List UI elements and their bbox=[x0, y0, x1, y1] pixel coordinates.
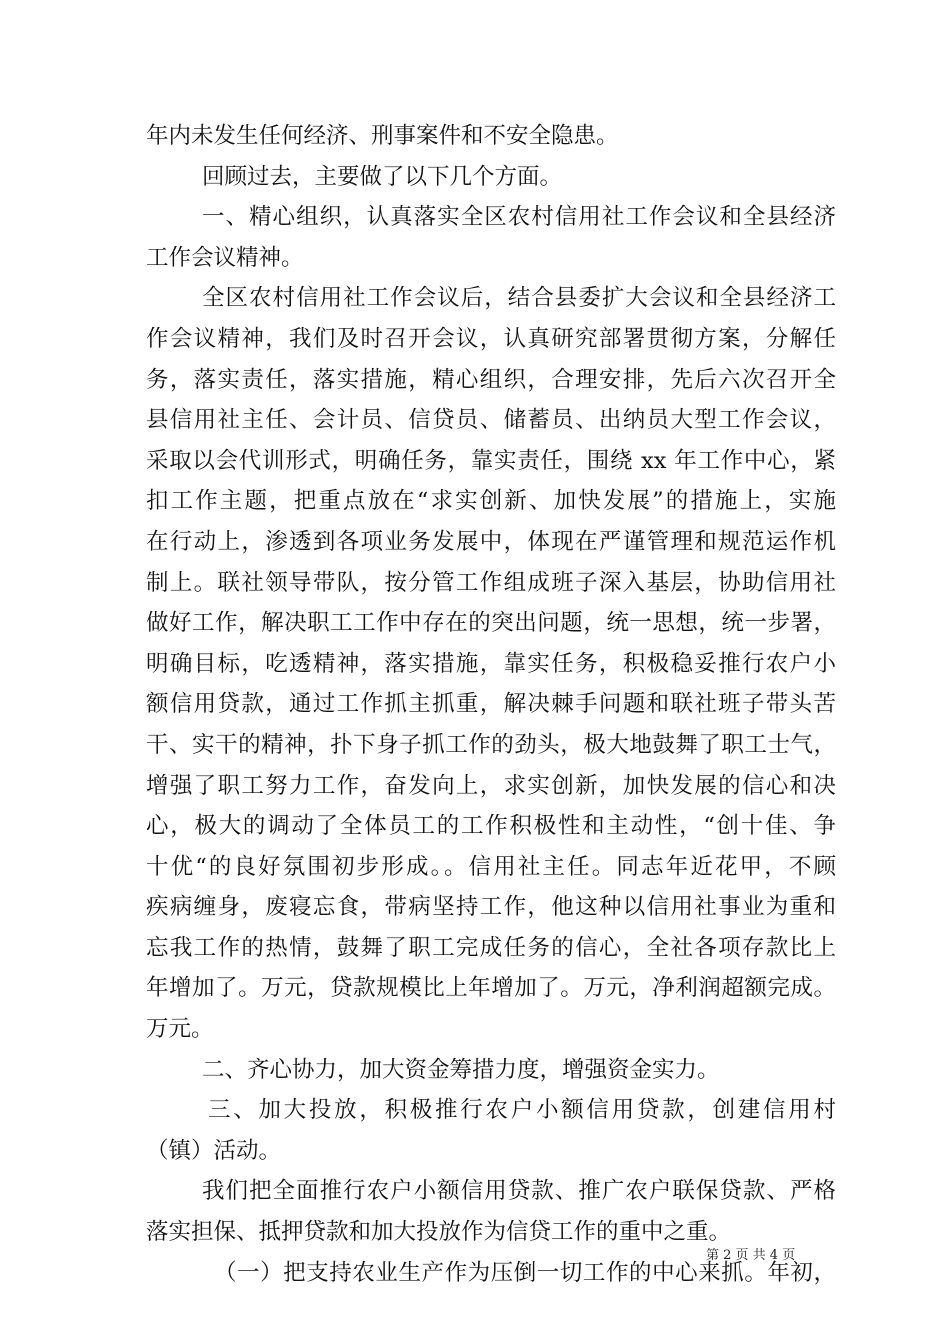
text-line: 年内未发生任何经济、刑事案件和不安全隐患。 bbox=[146, 123, 619, 149]
text-line: 明确目标，吃透精神，落实措施，靠实任务，积极稳妥推行农户小 bbox=[146, 650, 836, 677]
text-line: 忘我工作的热情，鼓舞了职工完成任务的信心，全社各项存款比上 bbox=[146, 934, 836, 961]
text-line: 务，落实责任，落实措施，精心组织，合理安排，先后六次召开全 bbox=[146, 366, 836, 393]
text-line: 干、实干的精神，扑下身子抓工作的劲头，极大地鼓舞了职工士气， bbox=[146, 731, 836, 758]
text-line: 落实担保、抵押贷款和加大投放作为信贷工作的重中之重。 bbox=[146, 1219, 732, 1246]
text-line: 万元。 bbox=[146, 1016, 214, 1043]
section-heading: 一、精心组织，认真落实全区农村信用社工作会议和全县经济 bbox=[202, 204, 836, 231]
text-line: 增强了职工努力工作，奋发向上，求实创新，加快发展的信心和决 bbox=[146, 772, 836, 799]
text-line: 做好工作，解决职工工作中存在的突出问题，统一思想，统一步署， bbox=[146, 610, 836, 637]
section-heading-cont: 工作会议精神。 bbox=[146, 244, 304, 271]
text-line: 全区农村信用社工作会议后，结合县委扩大会议和全县经济工 bbox=[202, 285, 836, 312]
text-line: 在行动上，渗透到各项业务发展中，体现在严谨管理和规范运作机 bbox=[146, 528, 836, 555]
text-line: 心，极大的调动了全体员工的工作积极性和主动性，“创十佳、争 bbox=[146, 813, 836, 840]
text-line: 作会议精神，我们及时召开会议，认真研究部署贯彻方案，分解任 bbox=[146, 325, 836, 352]
text-line: 十优“的良好氛围初步形成。。信用社主任。同志年近花甲，不顾 bbox=[146, 853, 836, 880]
text-line: 年增加了。万元，贷款规模比上年增加了。万元，净利润超额完成。 bbox=[146, 975, 836, 1002]
text-line: 采取以会代训形式，明确任务，靠实责任，围绕 xx 年工作中心，紧 bbox=[146, 447, 836, 474]
sub-heading: （一）把支持农业生产作为压倒一切工作的中心来抓。年初， bbox=[214, 1259, 836, 1286]
section-heading-cont: （镇）活动。 bbox=[146, 1137, 282, 1164]
section-heading: 二、齐心协力，加大资金筹措力度，增强资金实力。 bbox=[202, 1056, 720, 1083]
text-line: 我们把全面推行农户小额信用贷款、推广农户联保贷款、严格 bbox=[202, 1178, 836, 1205]
document-body bbox=[146, 116, 836, 1293]
text-line: 制上。联社领导带队，按分管工作组成班子深入基层，协助信用社 bbox=[146, 569, 836, 596]
text-line: 扣工作主题，把重点放在“求实创新、加快发展”的措施上，实施 bbox=[146, 488, 836, 515]
section-heading: 三、加大投放，积极推行农户小额信用贷款，创建信用村 bbox=[208, 1097, 836, 1124]
text-line: 回顾过去，主要做了以下几个方面。 bbox=[202, 163, 563, 190]
page-number: 第 2 页 共 4 页 bbox=[706, 1248, 796, 1263]
text-line: 县信用社主任、会计员、信贷员、储蓄员、出纳员大型工作会议， bbox=[146, 407, 836, 434]
text-line: 疾病缠身，废寝忘食，带病坚持工作，他这种以信用社事业为重和 bbox=[146, 894, 836, 921]
text-line: 额信用贷款，通过工作抓主抓重，解决棘手问题和联社班子带头苦 bbox=[146, 691, 836, 718]
